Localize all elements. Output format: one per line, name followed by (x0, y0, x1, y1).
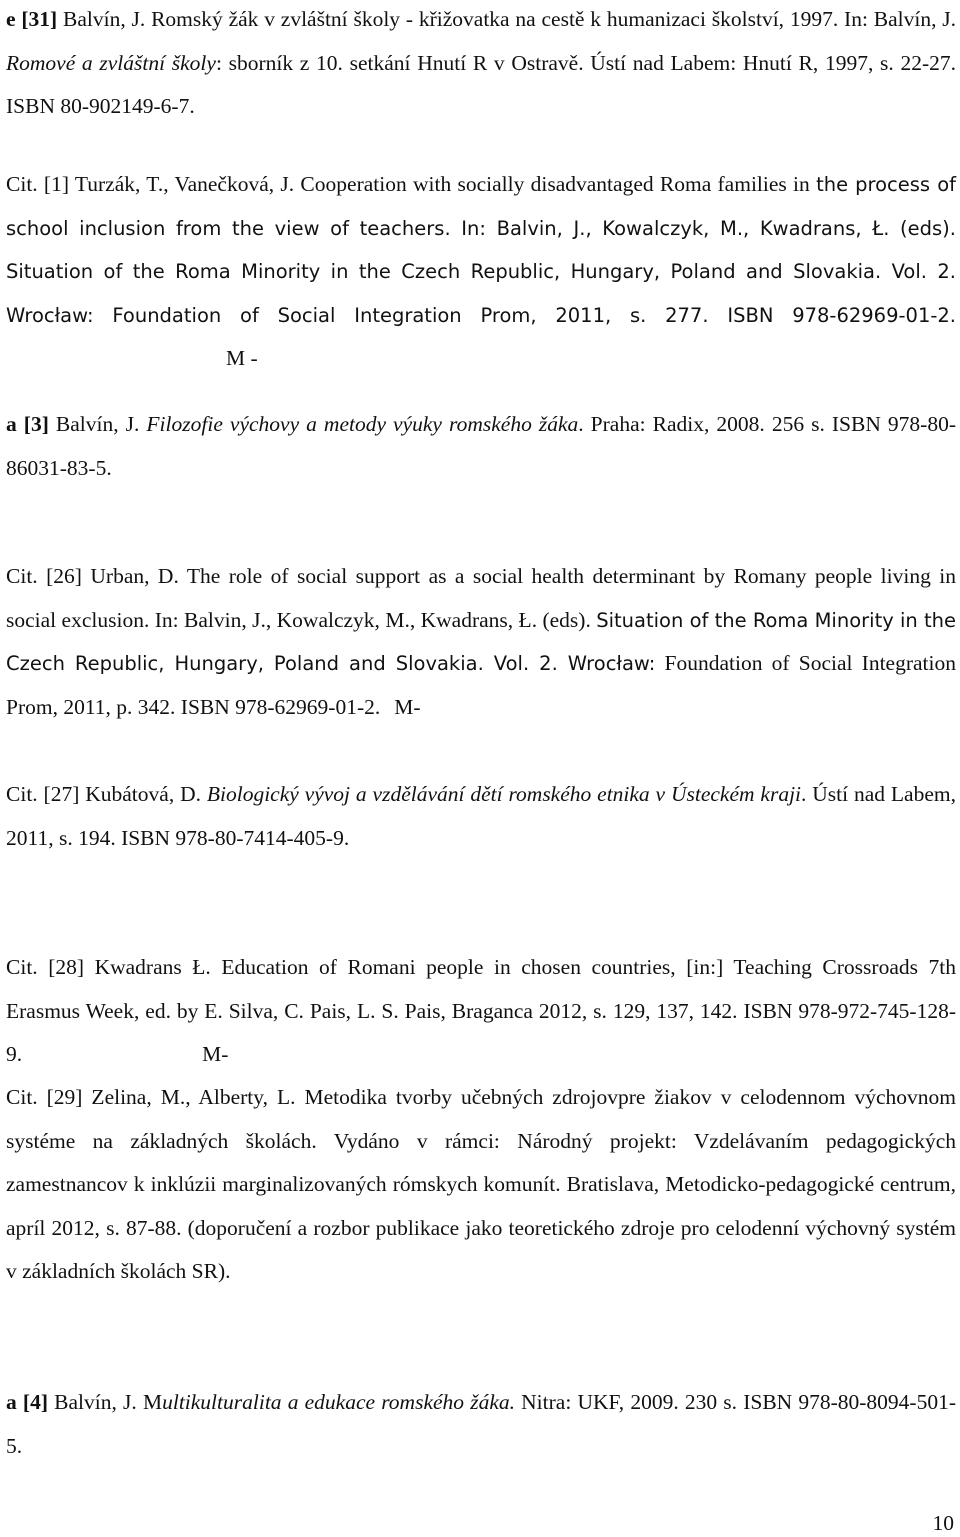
reference-details: Nitra: UKF, 2009. 230 s. ISBN 978-80-8094-501-5. (6, 1390, 956, 1458)
reference-text-sans: Situation of the Roma Minority in the Czech Republic, Hungary, Poland and Slovakia. Vol. 2. Wrocław: (6, 608, 956, 675)
reference-text: Cit. [29] Zelina, M., Alberty, L. Metodika tvorby učebných zdrojovpre žiakov v celodennom výchovnom systéme na základných školách. Vydáno v rámci: Národný projekt: Vzdelávaním pedagogických zamestnancov k inklúzii marginalizovaných rómskych komunít. Bratislava, Metodicko-pedagogické centrum, apríl 2012, s. 87-88. (doporučení a rozbor publikace jako teoretického zdroje pro celodenní výchovný systém v základních školách SR). (6, 1085, 956, 1283)
reference-mark: M - (226, 346, 258, 370)
reference-text: Cit. [28] Kwadrans Ł. Education of Romani people in chosen countries, [in:] Teaching Crossroads 7th Erasmus Week, ed. by E. Silva, C. Pais, L. S. Pais, Braganca 2012, s. 129, 137, 142. ISBN 978-972-745-128-9. (6, 955, 956, 1066)
reference-prefix: a [4] (6, 1390, 48, 1414)
reference-text-end: Foundation of Social Integration Prom, 2011, p. 342. ISBN 978-62969-01-2. (6, 651, 957, 719)
reference-prefix: a [3] (6, 412, 49, 436)
reference-mark: M- (202, 1042, 229, 1066)
reference-details: . Praha: Radix, 2008. 256 s. ISBN 978-80-86031-83-5. (6, 412, 956, 480)
reference-title: Filozofie výchovy a metody výuky romského žáka (146, 412, 579, 436)
reference-3 (6, 403, 956, 490)
reference-title: Romové a zvláštní školy (6, 50, 216, 75)
reference-details: : sborník z 10. setkání Hnutí R v Ostravě. Ústí nad Labem: Hnutí R, 1997, s. 22-27. ISBN 80-902149-6-7. (6, 50, 956, 118)
reference-author: Balvín, J. (48, 412, 147, 436)
reference-mark: M- (394, 694, 421, 719)
reference-text: Cit. [26] Urban, D. The role of social support as a social health determinant by Romany people living in social exclusion. In: Balvin, J., Kowalczyk, M., Kwadrans, Ł. (eds). (6, 564, 956, 632)
reference-28 (6, 946, 956, 1077)
reference-4 (6, 1381, 956, 1468)
reference-1 (6, 163, 956, 381)
reference-31 (6, 0, 956, 129)
reference-26 (6, 555, 956, 729)
reference-author: Balvín, J. Romský žák v zvláštní školy - křižovatka na cestě k humanizaci školství, 1997. In: Balvín, J. (57, 7, 956, 31)
reference-text-continued: the process of school inclusion from the view of teachers. In: Balvin, J., Kowalczyk, M., Kwadrans, Ł. (eds). Situation of the Roma Minority in the Czech Republic, Hungary, Poland and Slovakia. Vol. 2. Wrocław: Foundation of Social Integration Prom, 2011, s. 277. ISBN 978-62969-01-2. (6, 173, 956, 327)
reference-29 (6, 1076, 956, 1294)
reference-author: Balvín, J. M (48, 1390, 163, 1414)
reference-title: ultikulturalita a edukace romského žáka. (162, 1390, 515, 1414)
reference-author: Cit. [27] Kubátová, D. (6, 782, 207, 806)
reference-prefix: e [31] (6, 7, 58, 31)
reference-text: Cit. [1] Turzák, T., Vanečková, J. Cooperation with socially disadvantaged Roma families in (6, 172, 817, 196)
reference-27 (6, 773, 956, 860)
reference-title: Biologický vývoj a vzdělávání dětí romského etnika v Ústeckém kraji (206, 782, 802, 806)
page-number: 10 (932, 1511, 954, 1535)
reference-details: . Ústí nad Labem, 2011, s. 194. ISBN 978-80-7414-405-9. (6, 782, 956, 850)
